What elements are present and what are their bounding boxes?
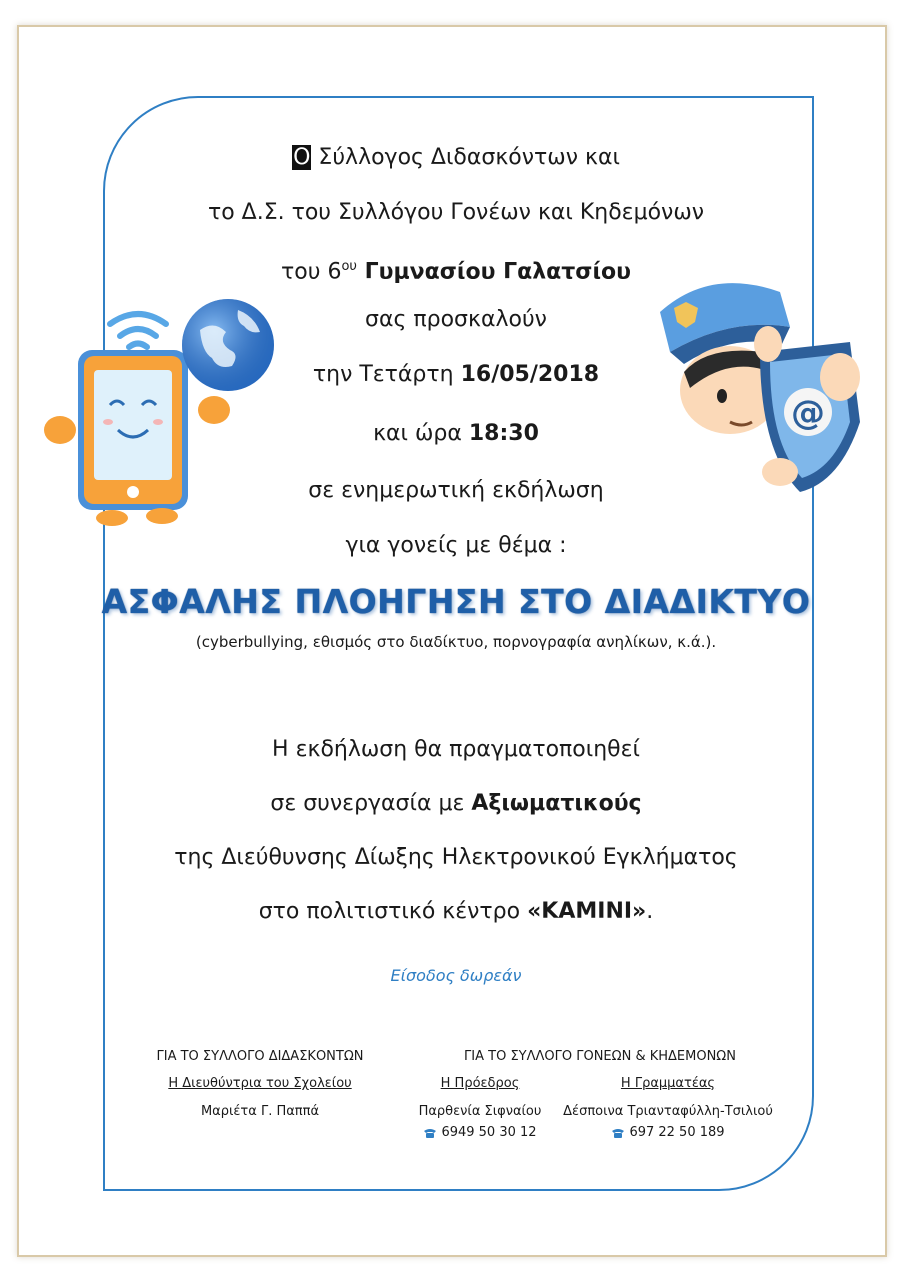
secretary-phone-row	[588, 1125, 748, 1140]
body-line-3: της Διεύθυνσης Δίωξης Ηλεκτρονικού Εγκλήματος	[174, 845, 738, 870]
body-line-2: σε συνεργασία με Αξιωματικούς	[270, 791, 642, 816]
invite-line: σας προσκαλούν	[365, 307, 547, 332]
body-line-1: Η εκδήλωση θα πραγματοποιηθεί	[272, 737, 640, 762]
topic-intro-line: για γονείς με θέμα :	[345, 533, 567, 558]
secretary-role: Η Γραμματέας	[620, 1076, 716, 1091]
svg-text:@: @	[791, 393, 825, 433]
time-line: και ώρα 18:30	[373, 421, 539, 446]
date-line: την Τετάρτη 16/05/2018	[312, 362, 600, 387]
secretary-phone: 697 22 50 189	[629, 1125, 725, 1140]
president-phone: 6949 50 30 12	[441, 1125, 537, 1140]
parents-heading: ΓΙΑ ΤΟ ΣΥΛΛΟΓΟ ΓΟΝΕΩΝ & ΚΗΔΕΜΟΝΩΝ	[464, 1049, 736, 1064]
body-line-4: στο πολιτιστικό κέντρο «ΚΑΜΙΝΙ».	[258, 899, 654, 924]
president-name: Παρθενία Σιφναίου	[418, 1104, 542, 1119]
organizer-line-1: Ο Σύλλογος Διδασκόντων και	[293, 145, 620, 170]
organizer-line-2: το Δ.Σ. του Συλλόγου Γονέων και Κηδεμόνων	[207, 200, 705, 225]
free-entry-note: Είσοδος δωρεάν	[390, 966, 522, 985]
telephone-icon	[611, 1128, 625, 1138]
teachers-heading: ΓΙΑ ΤΟ ΣΥΛΛΟΓΟ ΔΙΔΑΣΚΟΝΤΩΝ	[156, 1049, 364, 1064]
president-phone-row	[400, 1125, 560, 1140]
secretary-name: Δέσποινα Τριανταφύλλη-Τσιλιού	[563, 1104, 773, 1119]
event-date: 16/05/2018	[460, 362, 600, 387]
president-role: Η Πρόεδρος	[440, 1076, 520, 1091]
event-time: 18:30	[468, 421, 539, 446]
teachers-role: Η Διευθύντρια του Σχολείου	[168, 1076, 352, 1091]
event-subtitle: (cyberbullying, εθισμός στο διαδίκτυο, πορνογραφία ανηλίκων, κ.ά.).	[195, 633, 717, 651]
highlighted-article: Ο	[293, 145, 311, 170]
organizer-line-3: του $6^{o\upsilon}$ Γυμνασίου Γαλατσίου	[281, 259, 631, 285]
event-title: ΑΣΦΑΛΗΣ ΠΛΟΗΓΗΣΗ ΣΤΟ ΔΙΑΔΙΚΤΥΟ	[101, 582, 811, 621]
teachers-name: Μαριέτα Γ. Παππά	[200, 1104, 320, 1119]
event-line: σε ενημερωτική εκδήλωση	[308, 478, 604, 503]
telephone-icon	[423, 1128, 437, 1138]
venue-name: «ΚΑΜΙΝΙ»	[527, 899, 647, 924]
